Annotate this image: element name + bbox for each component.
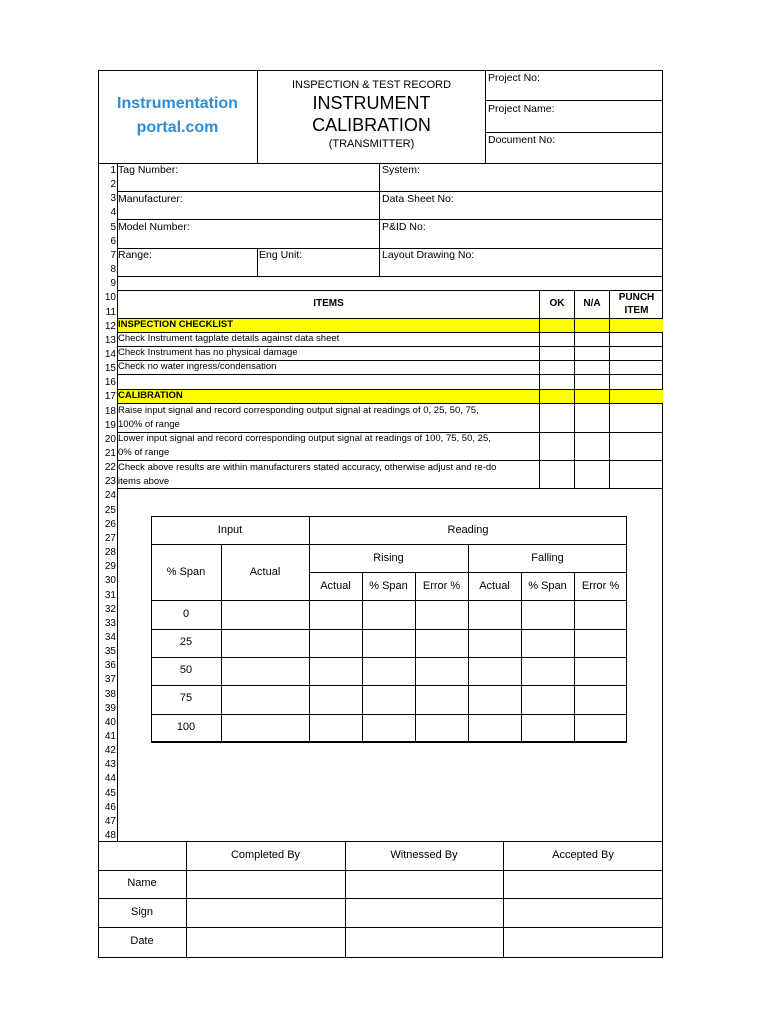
form-title-line-3: (TRANSMITTER) [328,138,415,150]
header-divider-right [485,70,486,164]
cal-span-value-25: 25 [179,636,193,648]
cal-table-line-3 [151,600,627,601]
cal-span-header: % Span [166,566,206,578]
calibration-item-3-line-2: items above [118,476,170,487]
form-subtitle: INSPECTION & TEST RECORD [291,79,452,91]
signoff-top-line [98,841,663,842]
punch-header-line-2: ITEM [624,305,649,316]
na-column-divider [574,290,575,488]
punch-column-divider [609,290,610,488]
cal-table-line-6 [151,685,627,686]
cal-span-value-0: 0 [182,608,190,620]
range-field[interactable]: Range: [118,249,152,261]
cal-span-value-50: 50 [179,664,193,676]
row-number: 8 [110,264,116,276]
signoff-line-3 [98,927,663,928]
cal-span-value-75: 75 [179,692,193,704]
row-number: 42 [104,745,116,757]
calibration-item-2 [118,432,491,460]
signoff-name-label: Name [127,877,157,889]
row-number: 45 [104,787,116,799]
accepted-by-header: Accepted By [552,849,614,861]
checklist-line-15 [117,374,663,375]
row-number: 18 [104,405,116,417]
eng-unit-divider [257,248,258,277]
calibration-item-2-line-1: Lower input signal and record corresponding output signal at readings of 100, 75, 50, 25, [118,433,491,444]
system-field[interactable]: System: [382,164,420,176]
cal-span-value-100: 100 [176,721,196,733]
logo-line-2: portal.com [136,119,219,136]
info-column-divider [379,163,380,277]
cal-falling-error-header: Error % [581,580,620,592]
punch-header-line-1: PUNCH [618,292,655,303]
calibration-item-2-line-2: 0% of range [118,447,170,458]
row-number: 25 [104,504,116,516]
data-sheet-no-field[interactable]: Data Sheet No: [382,193,454,205]
info-line-2 [117,219,663,220]
row-number: 17 [104,391,116,403]
project-divider-2 [485,132,663,133]
calibration-item-1 [118,404,479,432]
cal-table-line-5 [151,657,627,658]
row-number: 26 [104,518,116,530]
row-number-divider [117,163,118,842]
info-line-4 [117,276,663,277]
calibration-item-1-line-1: Raise input signal and record corresponding output signal at readings of 0, 25, 50, 75, [118,405,479,416]
row-number: 10 [104,292,116,304]
calibration-item-3 [118,461,496,489]
eng-unit-field[interactable]: Eng Unit: [259,249,303,261]
cal-col-divider-3 [415,572,416,743]
row-number: 46 [104,801,116,813]
row-number: 43 [104,759,116,771]
calibration-item-1-line-2: 100% of range [118,419,180,430]
witnessed-by-header: Witnessed By [390,849,458,861]
signoff-date-label: Date [130,935,154,947]
row-number: 31 [104,589,116,601]
cal-col-falling-divider [468,544,469,743]
cal-rising-error-header: Error % [422,580,461,592]
row-number: 47 [104,815,116,827]
logo-line-1: Instrumentation [117,95,238,112]
punch-item-header [610,291,663,317]
inspection-checklist-heading: INSPECTION CHECKLIST [118,319,234,330]
row-number: 40 [104,716,116,728]
row-number: 4 [110,207,116,219]
row-number: 15 [104,363,116,375]
project-no-label: Project No: [488,72,540,84]
manufacturer-field[interactable]: Manufacturer: [118,193,183,205]
company-logo [98,92,257,140]
row-number: 33 [104,617,116,629]
cal-rising-actual-header: Actual [320,580,351,592]
items-header: ITEMS [313,298,344,309]
row-number: 6 [110,235,116,247]
row-number: 36 [104,660,116,672]
row-number: 3 [110,193,116,205]
cal-col-divider-6 [574,572,575,743]
cal-table-line-7 [151,714,627,715]
signoff-sign-label: Sign [130,906,154,918]
cal-table-line-1 [151,544,627,545]
document-no-label: Document No: [488,134,556,146]
cal-input-header: Input [217,524,243,536]
ok-column-divider [539,290,540,488]
inspection-item-2: Check Instrument has no physical damage [118,347,298,358]
row-number: 11 [105,306,116,318]
row-number: 13 [104,334,116,346]
cal-col-divider-2 [362,572,363,743]
calibration-item-3-line-1: Check above results are within manufacturers stated accuracy, otherwise adjust and re-do [118,462,497,473]
model-number-field[interactable]: Model Number: [118,221,190,233]
calibration-heading: CALIBRATION [118,390,183,401]
row-number: 21 [104,448,116,459]
row-number: 9 [110,278,116,290]
row-number: 35 [104,646,116,658]
row-number: 29 [104,561,116,573]
row-number: 12 [104,320,116,332]
info-line-1 [117,191,663,192]
row-number: 23 [104,476,116,488]
layout-drawing-no-field[interactable]: Layout Drawing No: [382,249,475,261]
row-number: 19 [104,419,116,431]
pid-no-field[interactable]: P&ID No: [382,221,426,233]
row-number: 7 [110,249,116,261]
cal-rising-span-header: % Span [369,580,408,592]
ok-header: OK [549,298,565,309]
completed-by-header: Completed By [230,849,301,861]
project-divider-1 [485,100,663,101]
row-number: 48 [104,830,116,842]
inspection-item-3: Check no water ingress/condensation [118,361,277,372]
row-number: 14 [104,348,116,360]
tag-number-field[interactable]: Tag Number: [118,164,179,176]
cal-actual-header: Actual [249,566,281,578]
row-number: 30 [104,575,116,587]
row-number: 38 [104,688,116,700]
row-number: 1 [110,165,116,176]
checklist-line-16 [117,389,663,390]
row-number: 16 [104,377,116,389]
inspection-item-1: Check Instrument tagplate details against data sheet [118,333,340,344]
row-number: 27 [104,532,116,544]
form-title-block [258,78,485,152]
row-number: 24 [104,490,116,502]
cal-rising-header: Rising [373,552,404,564]
row-number: 39 [104,702,116,714]
row-number: 28 [104,547,116,559]
na-header: N/A [583,298,601,309]
project-name-label: Project Name: [488,103,555,115]
row-number: 20 [104,433,116,445]
row-number: 22 [104,462,116,474]
cal-table-line-4 [151,629,627,630]
cal-col-divider-5 [521,572,522,743]
calibration-highlight [118,390,663,403]
signoff-line-1 [98,870,663,871]
cal-falling-actual-header: Actual [479,580,510,592]
row-number: 37 [104,674,116,686]
signoff-line-2 [98,898,663,899]
checklist-top-line [117,290,663,291]
cal-reading-header: Reading [447,524,489,536]
header-bottom-line [98,163,663,164]
row-number: 44 [104,773,116,785]
row-number: 41 [104,731,116,742]
row-number: 34 [104,631,116,643]
cal-col-reading-divider [309,516,310,743]
form-title-line-1: INSTRUMENT [312,93,431,113]
cal-falling-header: Falling [531,552,564,564]
cal-falling-span-header: % Span [528,580,567,592]
row-number: 5 [110,221,116,233]
row-number: 2 [110,179,116,191]
form-title-line-2: CALIBRATION [312,115,431,135]
row-number: 32 [104,603,116,615]
